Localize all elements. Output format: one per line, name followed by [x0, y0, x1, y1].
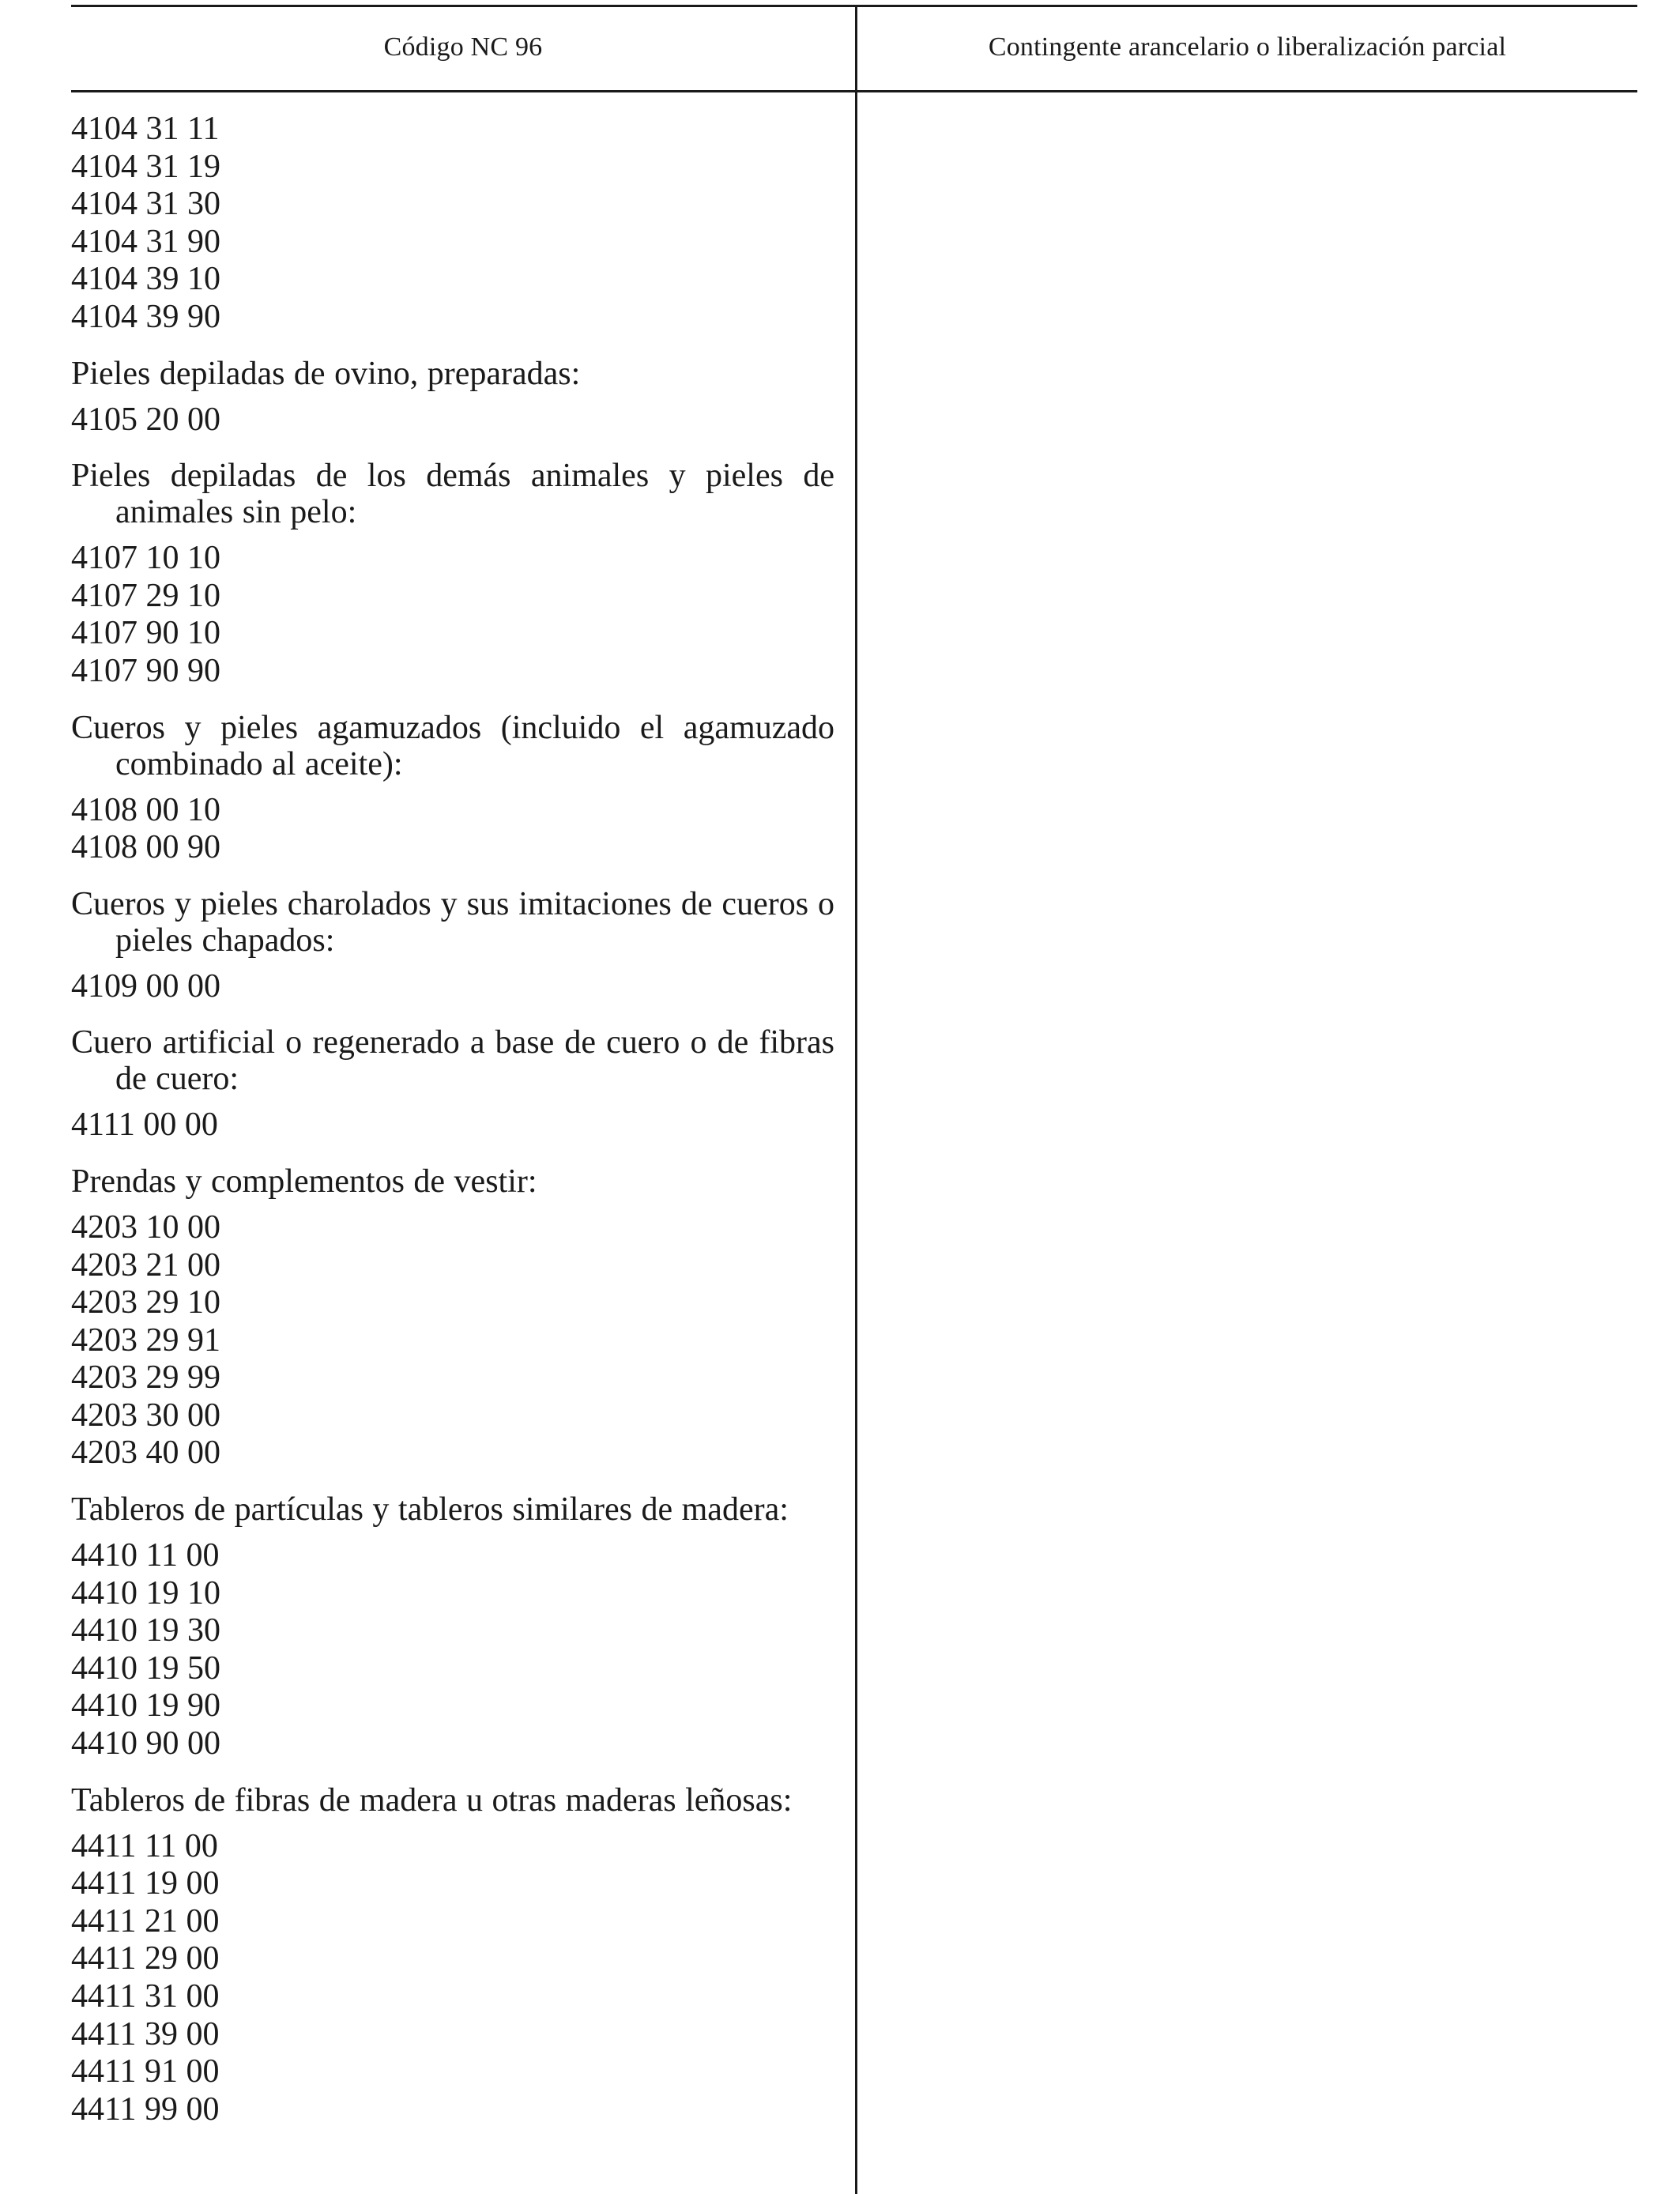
code-row: 4203 29 10 [71, 1284, 220, 1321]
code-row: 4410 19 30 [71, 1612, 220, 1649]
section-particle-boards [71, 1491, 834, 1763]
section-heading: Pieles depiladas de ovino, preparadas: [71, 355, 581, 392]
section-heading: Tableros de fibras de madera u otras maderas leñosas: [71, 1781, 793, 1819]
header-code-column: Código NC 96 [383, 32, 543, 62]
code-row: 4410 19 90 [71, 1687, 220, 1725]
code-row: 4411 99 00 [71, 2090, 220, 2128]
column-divider [855, 5, 857, 2194]
code-row: 4410 19 50 [71, 1649, 220, 1687]
code-row: 4203 29 99 [71, 1359, 220, 1397]
section-heading: Tableros de partículas y tableros similares de madera: [71, 1491, 789, 1529]
code-row: 4203 21 00 [71, 1246, 220, 1284]
section-artificial-leather [71, 1024, 834, 1144]
code-row: 4107 10 10 [71, 540, 220, 577]
code-row: 4411 29 00 [71, 1940, 220, 1977]
code-row: 4104 31 90 [71, 223, 220, 260]
code-row: 4410 19 10 [71, 1574, 220, 1612]
code-row: 4203 29 91 [71, 1321, 220, 1359]
code-row: 4104 39 10 [71, 261, 220, 298]
code-row: 4410 11 00 [71, 1537, 220, 1574]
section-heading: Cuero artificial o regenerado a base de cuero o de fibras de cuero: [71, 1024, 834, 1098]
section-heading: Cueros y pieles agamuzados (incluido el agamuzado combinado al aceite): [71, 709, 834, 782]
code-row: 4105 20 00 [71, 401, 220, 438]
code-row: 4107 90 10 [71, 615, 220, 652]
code-row: 4109 00 00 [71, 967, 220, 1005]
code-row: 4203 30 00 [71, 1397, 220, 1434]
code-row: 4104 39 90 [71, 298, 220, 335]
code-row: 4104 31 30 [71, 186, 220, 223]
code-row: 4104 31 19 [71, 148, 220, 185]
code-row: 4203 10 00 [71, 1208, 220, 1246]
section-heading: Prendas y complementos de vestir: [71, 1163, 537, 1200]
code-row: 4410 90 00 [71, 1725, 220, 1762]
code-row: 4108 00 90 [71, 829, 220, 866]
code-row: 4411 21 00 [71, 1902, 220, 1940]
section-other-animal-skins [71, 458, 834, 690]
section-heading: Pieles depiladas de los demás animales y pieles de animales sin pelo: [71, 458, 834, 531]
code-row: 4111 00 00 [71, 1106, 218, 1144]
code-row: 4108 00 10 [71, 791, 220, 828]
section-patent-leather [71, 886, 834, 1006]
code-row: 4411 11 00 [71, 1827, 218, 1864]
code-row: 4107 90 90 [71, 652, 220, 689]
section-apparel [71, 1163, 834, 1472]
section-fibreboards [71, 1782, 834, 2129]
section-ovine-skins [71, 356, 834, 439]
section-heading: Cueros y pieles charolados y sus imitaciones de cueros o pieles chapados: [71, 885, 834, 959]
code-row: 4411 39 00 [71, 2015, 220, 2053]
code-row: 4411 31 00 [71, 1978, 220, 2015]
initial-codes [71, 111, 834, 337]
code-row: 4107 29 10 [71, 577, 220, 614]
code-column [71, 111, 834, 2128]
code-row: 4411 19 00 [71, 1865, 220, 1902]
table-header-rule [71, 90, 1637, 92]
code-row: 4203 40 00 [71, 1434, 220, 1472]
code-row: 4411 91 00 [71, 2053, 220, 2090]
code-row: 4104 31 11 [71, 111, 220, 147]
section-chamois-leather [71, 710, 834, 867]
header-quota-column: Contingente arancelario o liberalización parcial [988, 32, 1507, 62]
